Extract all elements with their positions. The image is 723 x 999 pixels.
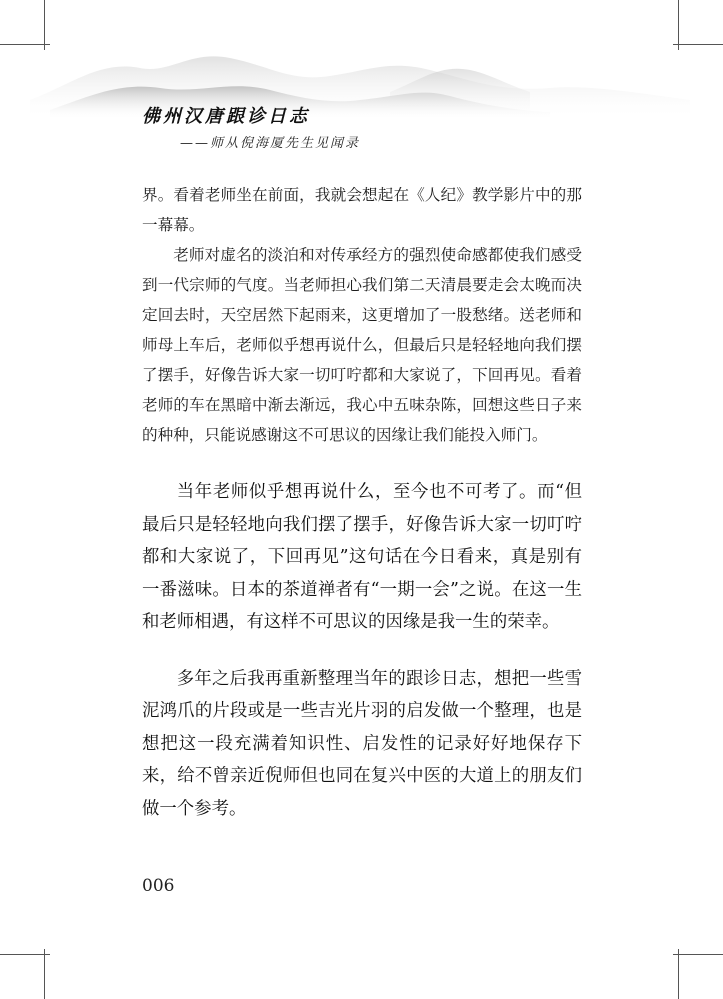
paragraph-3: 当年老师似乎想再说什么，至今也不可考了。而“但最后只是轻轻地向我们摆了摆手，好像告诉大家一切叮咛都和大家说了，下回再见”这句话在今日看来，真是别有一番滋味。日本的茶道禅者有“一期一会”之说。在这一生和老师相遇，有这样不可思议的因缘是我一生的荣幸。 [142,482,582,632]
crop-mark-bottom-left-v [44,949,45,999]
book-subtitle: ——师从倪海厦先生见闻录 [180,136,361,151]
running-header [142,102,360,151]
paragraph-spacer [142,639,582,663]
paragraph-1: 界。看着老师坐在前面，我就会想起在《人纪》教学影片中的那一幕幕。 [142,186,582,234]
page-body [142,180,582,825]
book-title: 佛州汉唐跟诊日志 [142,106,310,127]
paragraph-4: 多年之后我再重新整理当年的跟诊日志，想把一些雪泥鸿爪的片段或是一些吉光片羽的启发做一个整理，也是想把这一段充满着知识性、启发性的记录好好地保存下来，给不曾亲近倪师但也同在复兴中医的大道上的朋友们做一个参考。 [142,668,582,819]
crop-mark-bottom-right-h [673,954,723,955]
crop-mark-bottom-left-h [0,954,50,955]
crop-mark-bottom-right-v [678,949,679,999]
paragraph-2: 老师对虚名的淡泊和对传承经方的强烈使命感都使我们感受到一代宗师的气度。当老师担心我们第二天清晨要走会太晚而决定回去时，天空居然下起雨来，这更增加了一股愁绪。送老师和师母上车后，老师似乎想再说什么，但最后只是轻轻地向我们摆了摆手，好像告诉大家一切叮咛都和大家说了，下回再见。看着老师的车在黑暗中渐去渐远，我心中五味杂陈，回想这些日子来的种种，只能说感谢这不可思议的因缘让我们能投入师门。 [142,246,582,444]
paragraph-spacer [142,450,582,476]
page-number: 006 [142,876,175,896]
